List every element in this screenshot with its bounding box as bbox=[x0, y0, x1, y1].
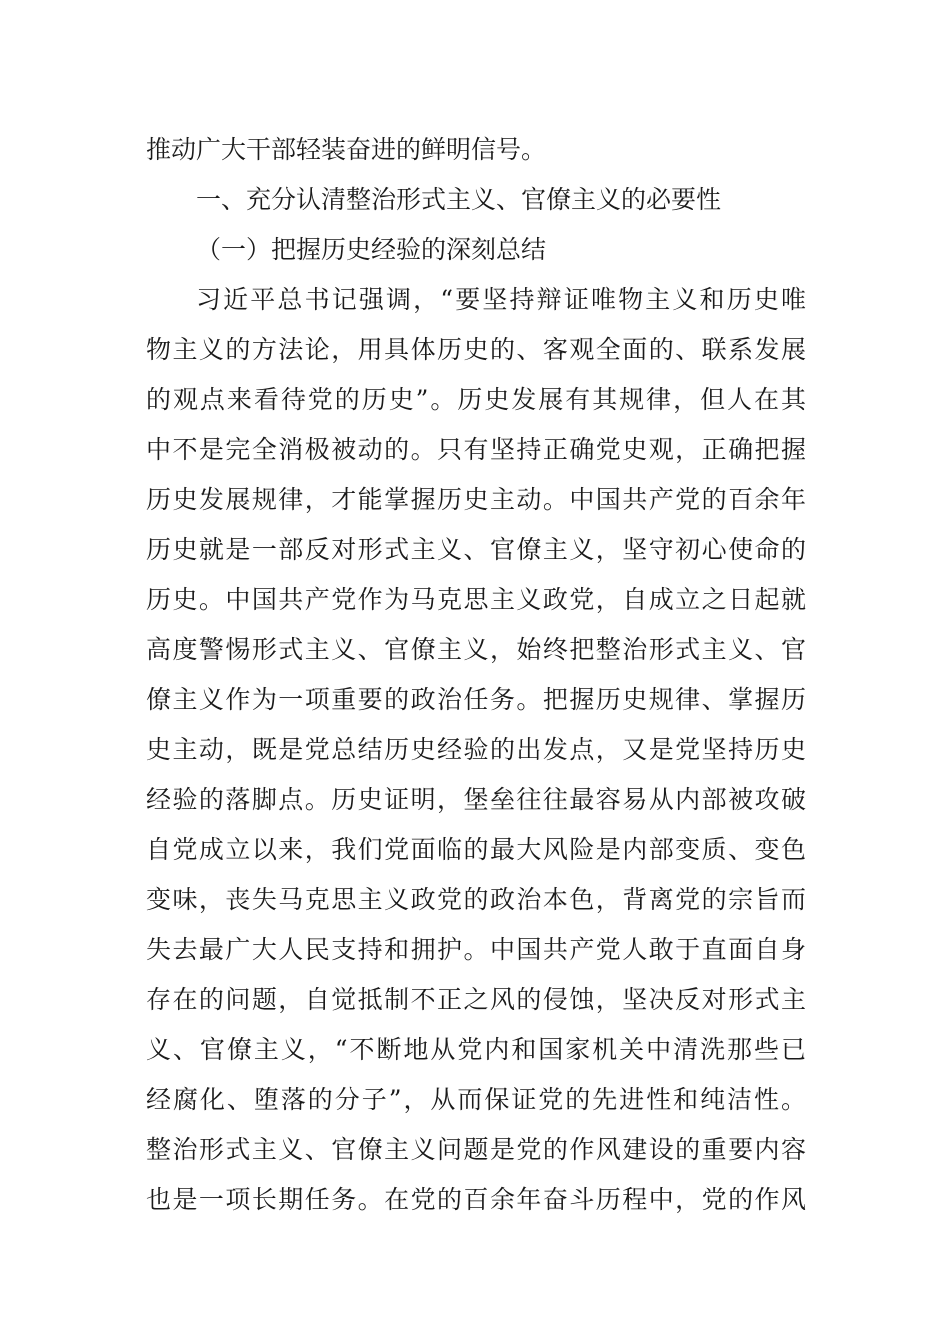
section-heading: 一、充分认清整治形式主义、官僚主义的必要性 bbox=[196, 185, 722, 214]
paragraph-line: 僚主义作为一项重要的政治任务。把握历史规律、掌握历 bbox=[146, 685, 806, 714]
paragraph-line: 义、官僚主义，“不断地从党内和国家机关中清洗那些已 bbox=[146, 1035, 806, 1064]
paragraph-line: 高度警惕形式主义、官僚主义，始终把整治形式主义、官 bbox=[146, 635, 806, 664]
subsection-heading: （一）把握历史经验的深刻总结 bbox=[196, 235, 547, 264]
paragraph-line: 整治形式主义、官僚主义问题是党的作风建设的重要内容 bbox=[146, 1135, 806, 1164]
paragraph-line: 中不是完全消极被动的。只有坚持正确党史观，正确把握 bbox=[146, 435, 806, 464]
paragraph-line: 经腐化、堕落的分子”，从而保证党的先进性和纯洁性。 bbox=[146, 1085, 806, 1114]
paragraph-line: 推动广大干部轻装奋进的鲜明信号。 bbox=[146, 135, 547, 164]
paragraph-line: 历史就是一部反对形式主义、官僚主义，坚守初心使命的 bbox=[146, 535, 806, 564]
paragraph-line: 失去最广大人民支持和拥护。中国共产党人敢于直面自身 bbox=[146, 935, 806, 964]
paragraph-line: 物主义的方法论，用具体历史的、客观全面的、联系发展 bbox=[146, 335, 806, 364]
paragraph-line: 习近平总书记强调，“要坚持辩证唯物主义和历史唯 bbox=[196, 285, 806, 314]
paragraph-line: 历史发展规律，才能掌握历史主动。中国共产党的百余年 bbox=[146, 485, 806, 514]
paragraph-line: 存在的问题，自觉抵制不正之风的侵蚀，坚决反对形式主 bbox=[146, 985, 806, 1014]
paragraph-line: 变味，丧失马克思主义政党的政治本色，背离党的宗旨而 bbox=[146, 885, 806, 914]
paragraph-line: 也是一项长期任务。在党的百余年奋斗历程中，党的作风 bbox=[146, 1185, 806, 1214]
paragraph-line: 历史。中国共产党作为马克思主义政党，自成立之日起就 bbox=[146, 585, 806, 614]
paragraph-line: 经验的落脚点。历史证明，堡垒往往最容易从内部被攻破 bbox=[146, 785, 806, 814]
paragraph-line: 史主动，既是党总结历史经验的出发点，又是党坚持历史 bbox=[146, 735, 806, 764]
paragraph-line: 的观点来看待党的历史”。历史发展有其规律，但人在其 bbox=[146, 385, 806, 414]
paragraph-line: 自党成立以来，我们党面临的最大风险是内部变质、变色 bbox=[146, 835, 806, 864]
